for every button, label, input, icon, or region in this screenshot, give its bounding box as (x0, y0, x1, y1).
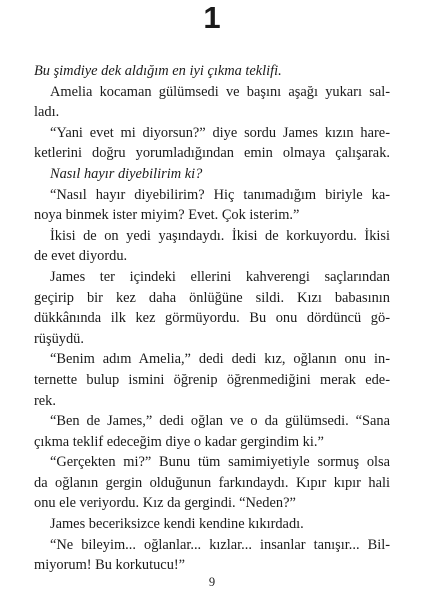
text-line-20: “Gerçekten mi?” Bunu tüm samimiyetiyle sormuş olsa (50, 454, 390, 471)
text-line-11: James ter içindeki ellerini kahverengi saçlarından (50, 268, 390, 285)
text-line-25: miyorum! Bu korkutucu!” (34, 557, 186, 574)
text-line-10: de evet diyordu. (34, 248, 128, 265)
body-text (34, 61, 390, 576)
text-line-17: rek. (34, 392, 56, 409)
text-line-18: “Ben de James,” dedi oğlan ve o da gülümsedi. “Sana (50, 413, 390, 430)
text-line-3: ladı. (34, 104, 60, 121)
text-line-21: da oğlanın gergin olduğunun farkındaydı. Kıpır kıpır hali (34, 474, 390, 491)
text-line-2: Amelia kocaman gülümsedi ve başını aşağı yukarı sal- (50, 83, 390, 100)
text-line-23: James beceriksizce kendi kendine kıkırdadı. (50, 516, 304, 533)
text-line-13: dükkânında ilk kez görmüyordu. Bu onu dördüncü gö- (34, 310, 390, 327)
text-line-1: Bu şimdiye dek aldığım en iyi çıkma teklifi. (34, 63, 282, 79)
text-line-16: ternette bulup ismini öğrenip öğrenmediğini merak ede- (34, 371, 390, 388)
text-line-24: “Ne bileyim... oğlanlar... kızlar... insanlar tanışır... Bil- (50, 536, 390, 553)
text-line-4: “Yani evet mi diyorsun?” diye sordu James kızın hare- (50, 124, 390, 141)
text-line-15: “Benim adım Amelia,” dedi dedi kız, oğlanın onu in- (50, 351, 390, 368)
text-line-6: Nasıl hayır diyebilirim ki? (50, 165, 203, 182)
text-line-14: rüşüydü. (34, 330, 84, 347)
text-line-8: noya binmek ister miyim? Evet. Çok isterim.” (34, 207, 300, 224)
text-line-12: geçirip bir kez daha önlüğüne sildi. Kızı babasının (34, 289, 390, 306)
text-line-5: ketlerini doğru yorumladığından emin olmaya çalışarak. (34, 145, 390, 162)
chapter-number: 1 (203, 0, 221, 35)
page-number: 9 (208, 575, 216, 589)
text-line-19: çıkma teklif edeceğim diye o kadar gergindim ki.” (34, 433, 324, 450)
text-line-9: İkisi de on yedi yaşındaydı. İkisi de korkuyordu. İkisi (50, 227, 390, 244)
text-line-7: “Nasıl hayır diyebilirim? Hiç tanımadığım biriyle ka- (50, 186, 390, 203)
text-line-22: onu ele veriyordu. Kız da gergindi. “Neden?” (34, 495, 296, 512)
